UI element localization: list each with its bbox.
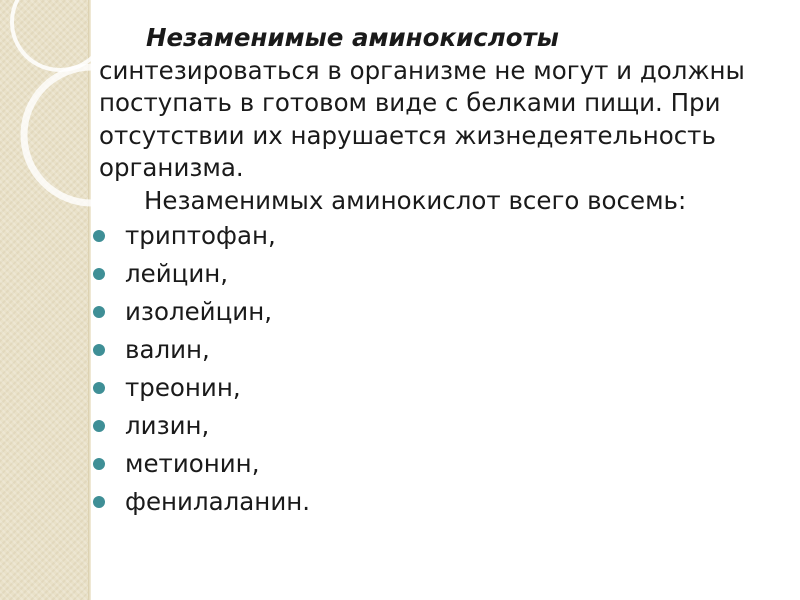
decor-circle-bottom xyxy=(24,67,92,203)
description-text: синтезироваться в организме не могут и должны поступать в готовом виде с белками пищи. При отсутствии их нарушается жизнедеятельность организма. xyxy=(99,55,745,182)
bullet-icon xyxy=(93,496,105,508)
list-item xyxy=(93,293,773,331)
list-item-label: триптофан, xyxy=(125,221,276,250)
list-item-label: фенилаланин. xyxy=(125,487,311,516)
decor-circle-top xyxy=(12,0,92,70)
bullet-icon xyxy=(93,230,105,242)
list-item xyxy=(93,255,773,293)
description-paragraph xyxy=(99,22,779,185)
intro-line: Незаменимых аминокислот всего восемь: xyxy=(144,185,687,215)
list-item xyxy=(93,483,773,521)
bullet-icon xyxy=(93,268,105,280)
list-item xyxy=(93,407,773,445)
lead-term: Незаменимые аминокислоты xyxy=(146,23,559,52)
list-item xyxy=(93,331,773,369)
bullet-icon xyxy=(93,382,105,394)
list-item-label: изолейцин, xyxy=(125,297,272,326)
bullet-icon xyxy=(93,420,105,432)
bullet-icon xyxy=(93,344,105,356)
amino-acid-list xyxy=(93,217,773,521)
bullet-icon xyxy=(93,458,105,470)
bullet-icon xyxy=(93,306,105,318)
list-item-label: треонин, xyxy=(125,373,241,402)
list-item xyxy=(93,445,773,483)
list-item-label: валин, xyxy=(125,335,210,364)
list-item-label: метионин, xyxy=(125,449,260,478)
list-item-label: лизин, xyxy=(125,411,210,440)
slide-content xyxy=(99,22,779,521)
decorative-circles xyxy=(0,0,92,230)
list-item xyxy=(93,369,773,407)
list-item-label: лейцин, xyxy=(125,259,229,288)
list-item xyxy=(93,217,773,255)
